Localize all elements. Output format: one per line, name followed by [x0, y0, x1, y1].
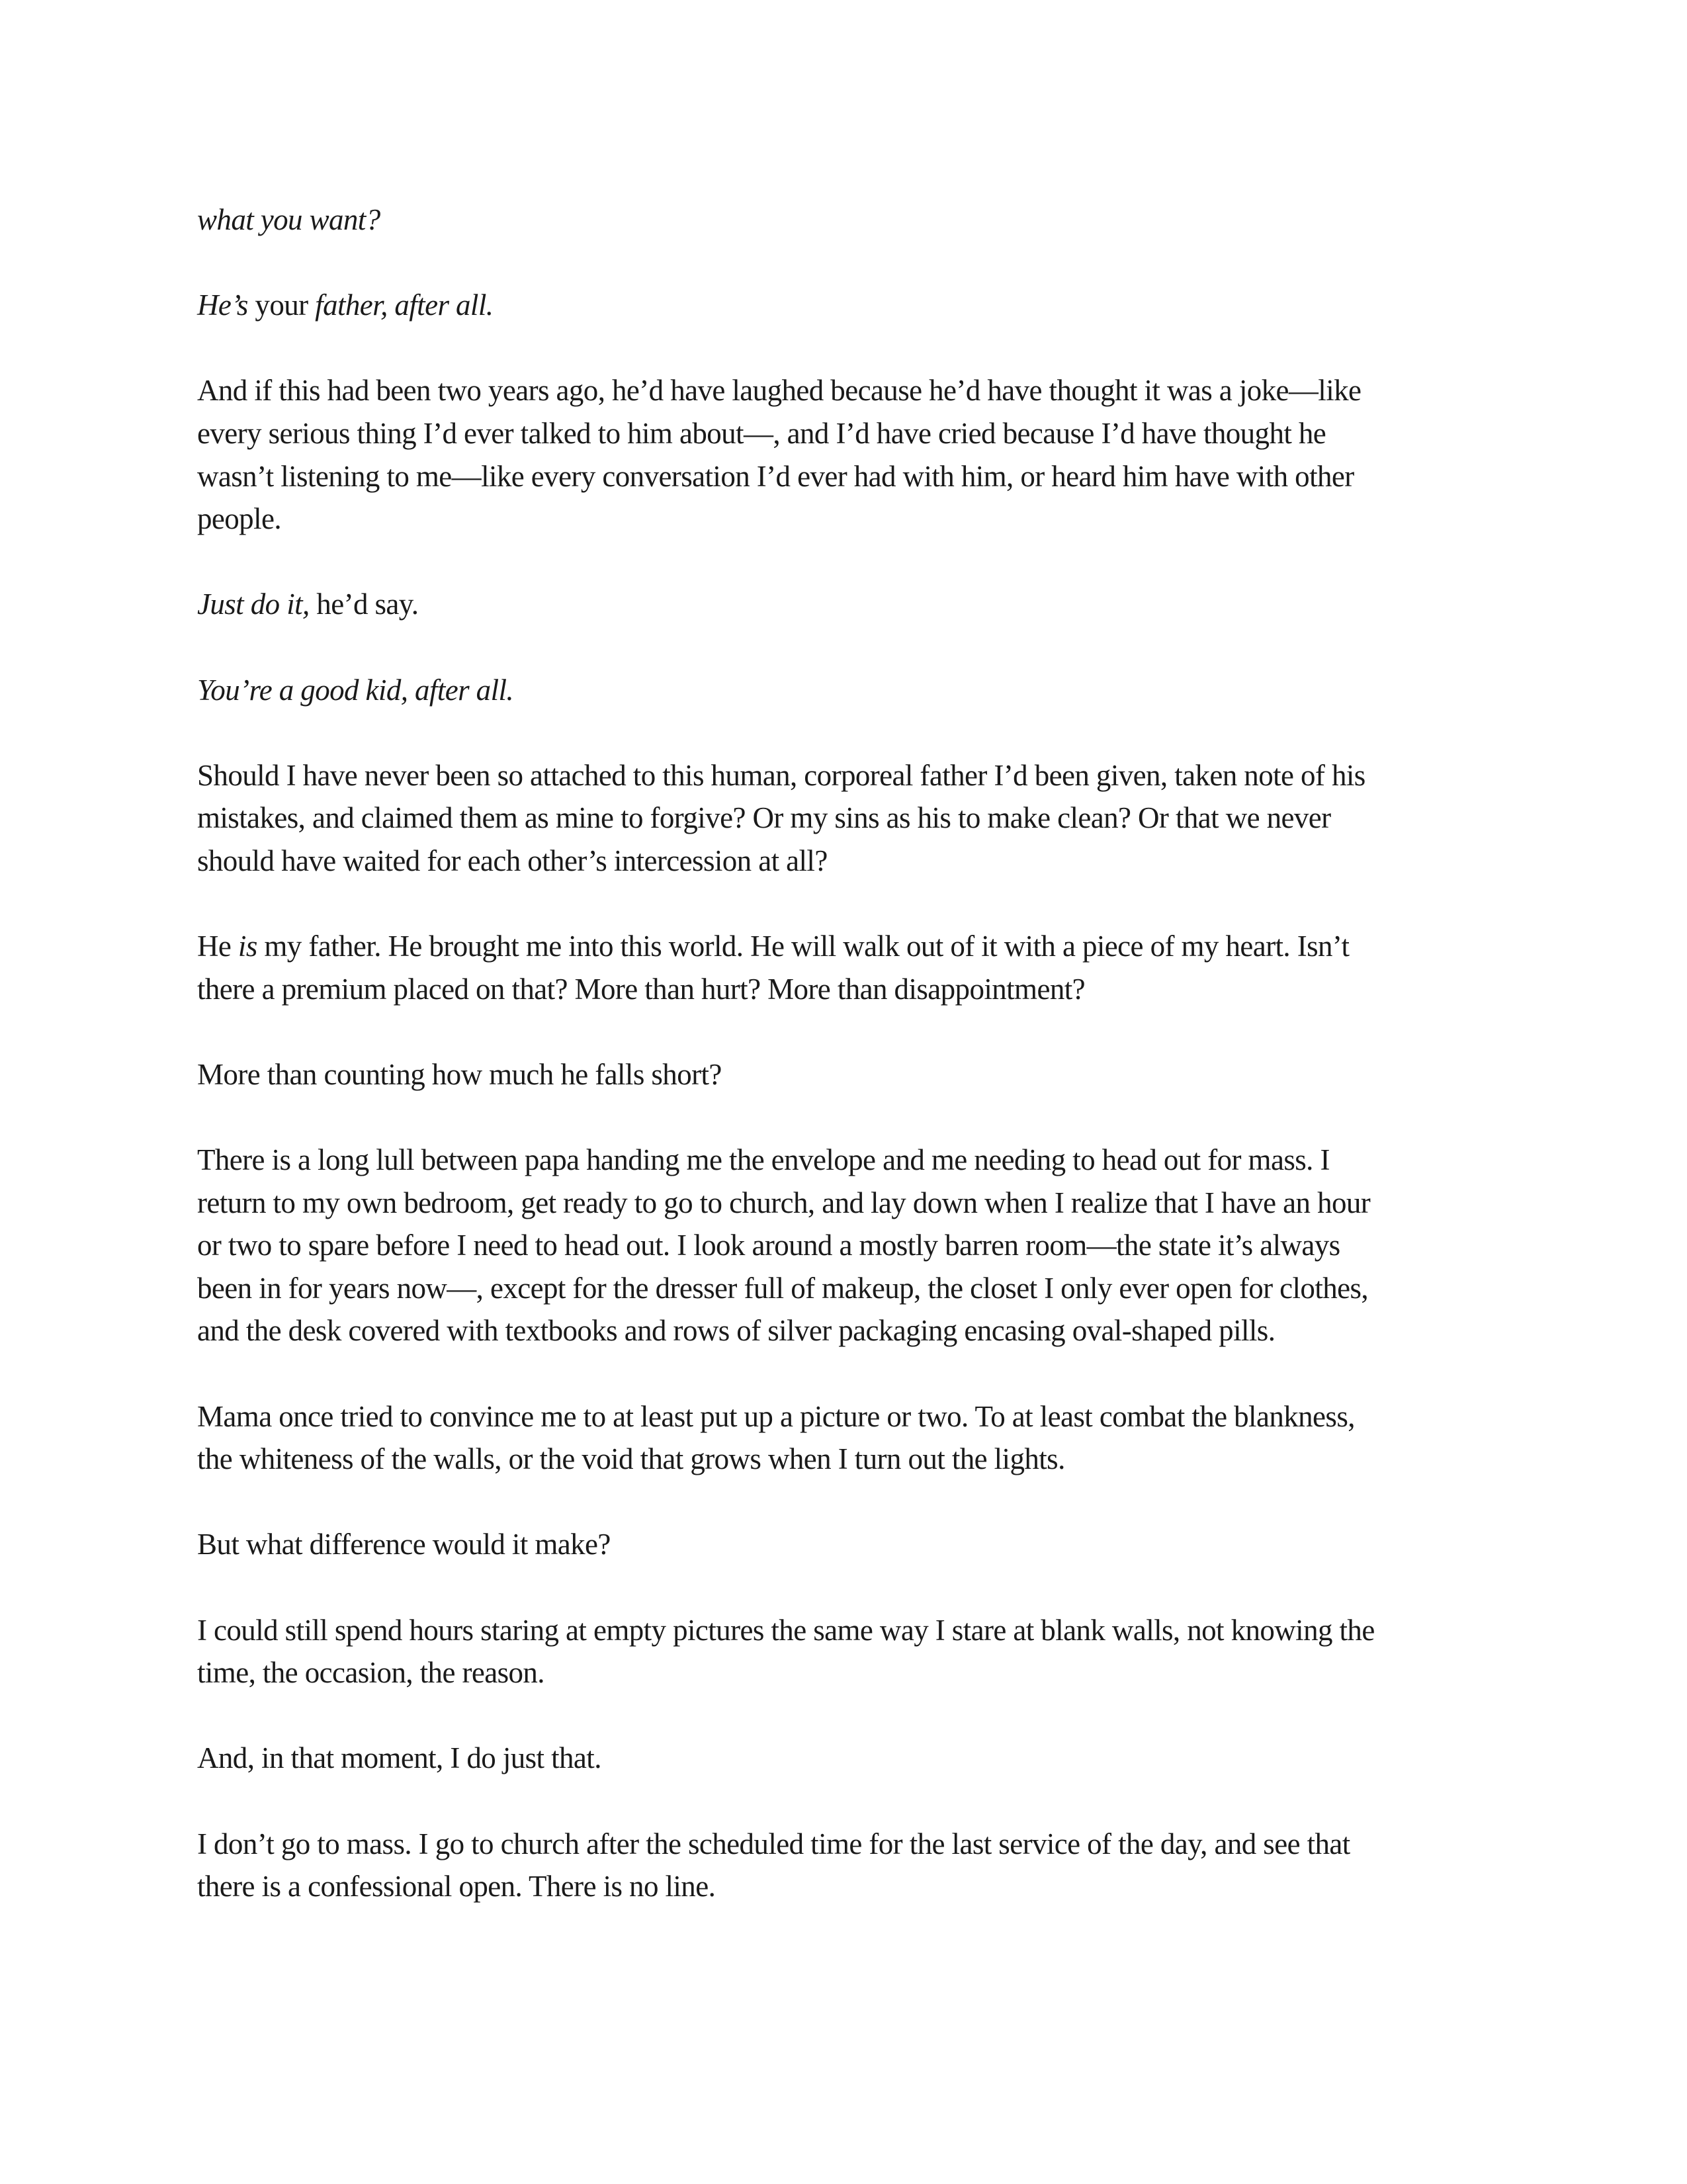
text: And, in that moment, I do just that. [197, 1741, 601, 1775]
text: return to my own bedroom, get ready to go to church, and lay down when I realize that I have an hour [197, 1186, 1371, 1219]
text-line [197, 583, 1507, 626]
paragraph [197, 754, 1507, 883]
paragraph [197, 1395, 1507, 1481]
text: and the desk covered with textbooks and rows of silver packaging encasing oval-shaped pills. [197, 1314, 1276, 1348]
text-line [197, 1267, 1507, 1310]
text-line [197, 455, 1507, 498]
text: there is a confessional open. There is no line. [197, 1870, 716, 1903]
paragraph [197, 198, 1507, 241]
text-line [197, 284, 1507, 327]
paragraph [197, 369, 1507, 540]
text-line [197, 840, 1507, 883]
text: the whiteness of the walls, or the void that grows when I turn out the lights. [197, 1442, 1065, 1476]
text-line [197, 754, 1507, 797]
text: or two to spare before I need to head out. I look around a mostly barren room—the state it’s always [197, 1229, 1340, 1262]
text: every serious thing I’d ever talked to him about—, and I’d have cried because I’d have thought he [197, 416, 1326, 450]
text-line [197, 968, 1507, 1011]
text: Should I have never been so attached to this human, corporeal father I’d been given, taken note of his [197, 758, 1365, 792]
text-line [197, 1438, 1507, 1481]
paragraph [197, 284, 1507, 327]
text-line [197, 1309, 1507, 1352]
text-line [197, 1053, 1507, 1096]
text-line [197, 1609, 1507, 1652]
italic-text: You’re a good kid, after all. [197, 673, 514, 707]
text-line [197, 369, 1507, 412]
text-line [197, 1737, 1507, 1780]
paragraph [197, 669, 1507, 712]
text: people. [197, 502, 281, 536]
text: he’d say. [309, 588, 419, 621]
paragraph [197, 925, 1507, 1010]
text: mistakes, and claimed them as mine to forgive? Or my sins as his to make clean? Or that we never [197, 801, 1331, 835]
paragraph [197, 1823, 1507, 1908]
paragraph [197, 1737, 1507, 1780]
text: wasn’t listening to me—like every conversation I’d ever had with him, or heard him have with other [197, 459, 1354, 493]
text: I don’t go to mass. I go to church after the scheduled time for the last service of the day, and see that [197, 1827, 1350, 1860]
text: my father. He brought me into this world. He will walk out of it with a piece of my heart. Isn’t [257, 930, 1350, 963]
text-line [197, 925, 1507, 968]
text-line [197, 1182, 1507, 1225]
text-line [197, 1224, 1507, 1267]
text: I could still spend hours staring at empty pictures the same way I stare at blank walls, not knowing the [197, 1613, 1375, 1647]
paragraph [197, 583, 1507, 626]
text-line [197, 1651, 1507, 1694]
text-line [197, 1823, 1507, 1866]
text-line [197, 1395, 1507, 1438]
text: your [247, 288, 316, 322]
paragraph [197, 1523, 1507, 1566]
paragraph [197, 1053, 1507, 1096]
text: But what difference would it make? [197, 1528, 611, 1561]
text-line [197, 797, 1507, 840]
text-line [197, 198, 1507, 241]
italic-text: Just do it, [197, 588, 310, 621]
text-line [197, 498, 1507, 541]
text: time, the occasion, the reason. [197, 1656, 544, 1690]
text: there a premium placed on that? More than hurt? More than disappointment? [197, 972, 1085, 1006]
italic-text: He’s [197, 288, 248, 322]
text: And if this had been two years ago, he’d have laughed because he’d have thought it was a joke—like [197, 374, 1362, 408]
text: He [197, 930, 238, 963]
text-line [197, 1139, 1507, 1182]
italic-text: what you want? [197, 203, 380, 236]
text: There is a long lull between papa handing me the envelope and me needing to head out for mass. I [197, 1143, 1330, 1177]
text: been in for years now—, except for the dresser full of makeup, the closet I only ever open for clothes, [197, 1271, 1369, 1305]
paragraph [197, 1139, 1507, 1352]
text: Mama once tried to convince me to at least put up a picture or two. To at least combat the blankness, [197, 1399, 1355, 1433]
text-line [197, 412, 1507, 455]
paragraph [197, 1609, 1507, 1694]
text-line [197, 1865, 1507, 1908]
italic-text: father, after all. [315, 288, 494, 322]
text: More than counting how much he falls short? [197, 1057, 722, 1091]
italic-text: is [238, 930, 257, 963]
text-line [197, 669, 1507, 712]
document-page-body [197, 198, 1507, 1950]
text: should have waited for each other’s intercession at all? [197, 844, 828, 877]
text-line [197, 1523, 1507, 1566]
